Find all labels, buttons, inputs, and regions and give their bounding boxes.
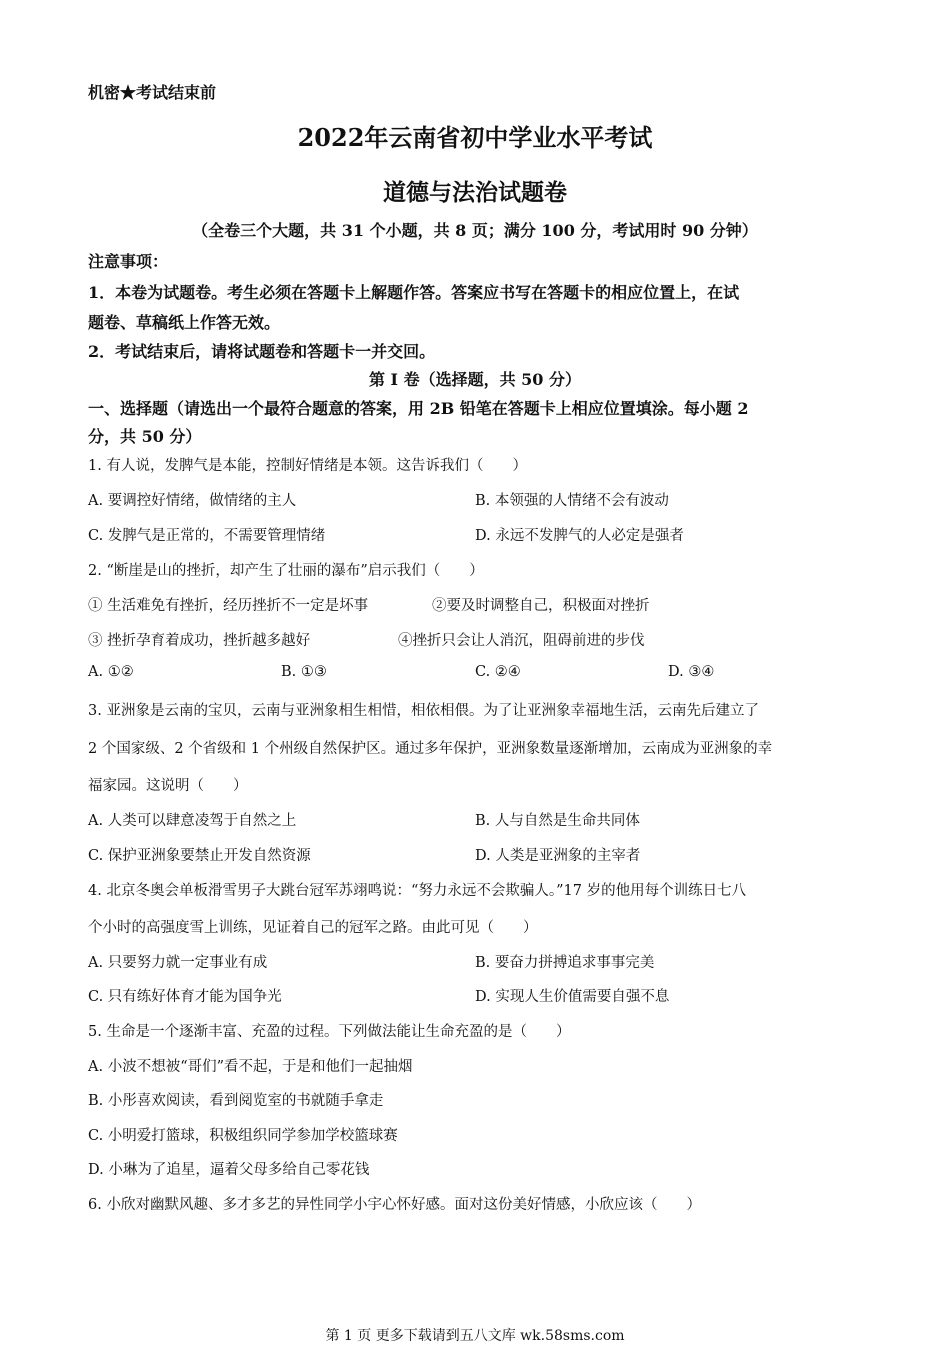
question-4-option-c: C. 只有练好体育才能为国争光 <box>88 989 282 1005</box>
part-1-heading: 第 I 卷（选择题，共 50 分） <box>368 370 582 389</box>
question-2-option-c: C. ②④ <box>475 664 521 680</box>
question-5-stem: 5. 生命是一个逐渐丰富、充盈的过程。下列做法能让生命充盈的是（ ） <box>88 1024 571 1040</box>
question-1-option-a: A. 要调控好情绪，做情绪的主人 <box>88 493 297 509</box>
section-1-instructions-line-2: 分，共 50 分） <box>88 427 202 446</box>
question-1-option-b: B. 本领强的人情绪不会有波动 <box>475 493 669 509</box>
note-item-2: 2．考试结束后，请将试题卷和答题卡一并交回。 <box>88 342 436 361</box>
question-5-option-d: D. 小琳为了追星，逼着父母多给自己零花钱 <box>88 1162 370 1178</box>
question-2-option-d: D. ③④ <box>668 664 715 680</box>
question-5-option-a: A. 小波不想被“哥们”看不起，于是和他们一起抽烟 <box>88 1059 413 1075</box>
exam-subject-title: 道德与法治试题卷 <box>383 179 567 206</box>
page-footer: 第 1 页 更多下载请到五八文库 wk.58sms.com <box>325 1328 625 1344</box>
question-1-option-d: D. 永远不发脾气的人必定是强者 <box>475 528 684 544</box>
question-2-statement-2: ②要及时调整自己，积极面对挫折 <box>432 598 650 614</box>
question-3-stem-line-1: 3. 亚洲象是云南的宝贝，云南与亚洲象相生相惜，相依相偎。为了让亚洲象幸福地生活，云南先后建立了 <box>88 703 759 719</box>
question-2-statement-4: ④挫折只会让人消沉，阻碍前进的步伐 <box>398 633 645 649</box>
question-2-stem: 2. “断崖是山的挫折，却产生了壮丽的瀑布”启示我们（ ） <box>88 563 484 579</box>
question-1-option-c: C. 发脾气是正常的，不需要管理情绪 <box>88 528 326 544</box>
question-2-statement-1: ① 生活难免有挫折，经历挫折不一定是坏事 <box>88 598 369 614</box>
confidential-label: 机密★考试结束前 <box>88 83 217 102</box>
question-4-stem-line-1: 4. 北京冬奥会单板滑雪男子大跳台冠军苏翊鸣说：“努力永远不会欺骗人。”17 岁的他用每个训练日七八 <box>88 883 747 899</box>
question-4-option-a: A. 只要努力就一定事业有成 <box>88 955 268 971</box>
question-6-stem: 6. 小欣对幽默风趣、多才多艺的异性同学小宇心怀好感。面对这份美好情感，小欣应该（ ） <box>88 1197 701 1213</box>
question-3-stem-line-3: 福家园。这说明（ ） <box>88 778 248 794</box>
question-4-option-d: D. 实现人生价值需要自强不息 <box>475 989 670 1005</box>
notes-heading: 注意事项： <box>88 252 169 271</box>
question-5-option-c: C. 小明爱打篮球，积极组织同学参加学校篮球赛 <box>88 1128 398 1144</box>
exam-scope-note: （全卷三个大题，共 31 个小题，共 8 页；满分 100 分，考试用时 90 分钟） <box>192 221 758 240</box>
note-item-1-line-2: 题卷、草稿纸上作答无效。 <box>88 313 281 332</box>
question-2-statement-3: ③ 挫折孕育着成功，挫折越多越好 <box>88 633 311 649</box>
question-2-option-b: B. ①③ <box>281 664 327 680</box>
note-item-1-line-1: 1．本卷为试题卷。考生必须在答题卡上解题作答。答案应书写在答题卡的相应位置上，在试 <box>88 283 740 302</box>
question-3-option-a: A. 人类可以肆意凌驾于自然之上 <box>88 813 297 829</box>
question-4-option-b: B. 要奋力拼搏追求事事完美 <box>475 955 655 971</box>
question-1-stem: 1. 有人说，发脾气是本能，控制好情绪是本领。这告诉我们（ ） <box>88 458 527 474</box>
question-3-option-c: C. 保护亚洲象要禁止开发自然资源 <box>88 848 311 864</box>
question-3-option-b: B. 人与自然是生命共同体 <box>475 813 640 829</box>
question-3-stem-line-2: 2 个国家级、2 个省级和 1 个州级自然保护区。通过多年保护，亚洲象数量逐渐增加，云南成为亚洲象的幸 <box>88 741 773 757</box>
exam-title: 2022年云南省初中学业水平考试 <box>297 123 653 152</box>
question-3-option-d: D. 人类是亚洲象的主宰者 <box>475 848 641 864</box>
question-4-stem-line-2: 个小时的高强度雪上训练，见证着自己的冠军之路。由此可见（ ） <box>88 920 538 936</box>
section-1-instructions-line-1: 一、选择题（请选出一个最符合题意的答案，用 2B 铅笔在答题卡上相应位置填涂。每小题 2 <box>88 399 749 418</box>
question-2-option-a: A. ①② <box>88 664 134 680</box>
question-5-option-b: B. 小彤喜欢阅读，看到阅览室的书就随手拿走 <box>88 1093 384 1109</box>
